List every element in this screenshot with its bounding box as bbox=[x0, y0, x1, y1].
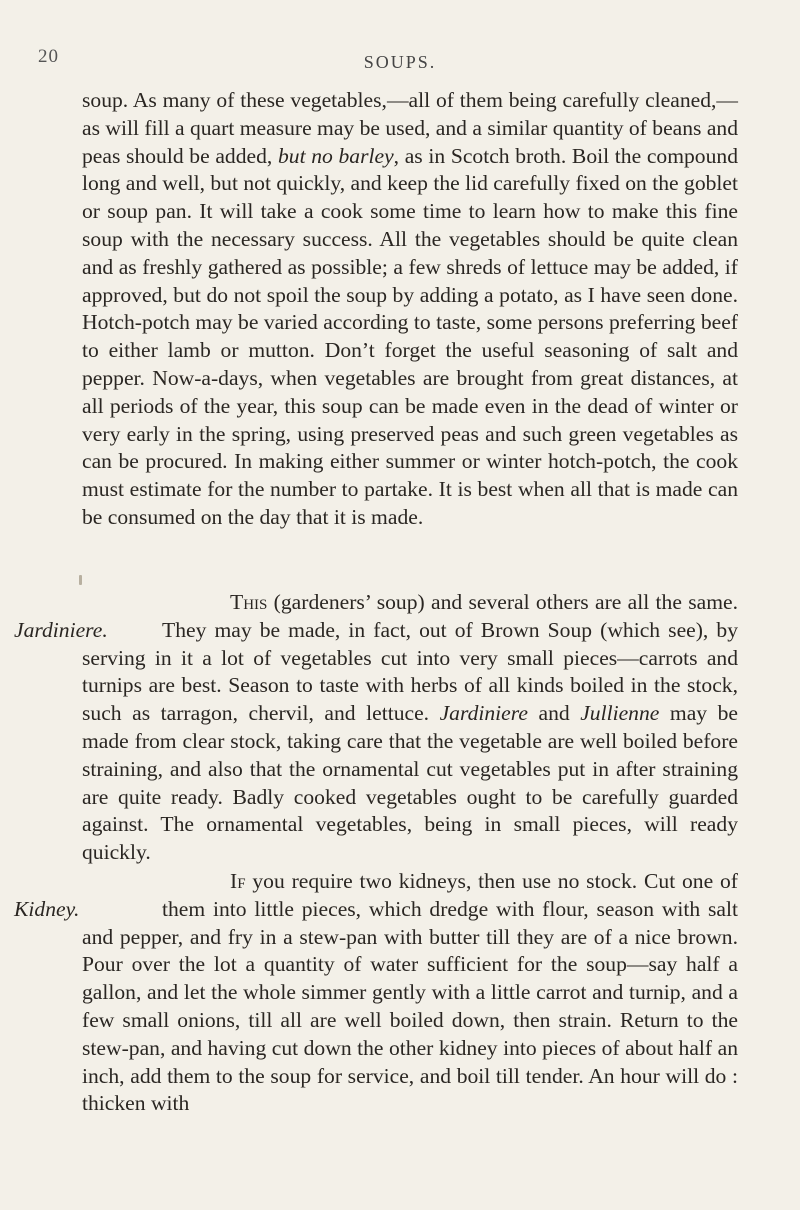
side-label-kidney: Kidney. bbox=[14, 896, 80, 921]
paragraph-jardiniere bbox=[14, 589, 738, 867]
p2-italic-1: Jardiniere bbox=[439, 701, 528, 726]
p2-text-b: and bbox=[527, 701, 581, 726]
p2-italic-2: Jullienne bbox=[580, 701, 660, 726]
p3-lead-word: If bbox=[230, 869, 246, 893]
paragraph-hotch-potch bbox=[82, 87, 738, 532]
p2-lead-word: This bbox=[230, 590, 268, 614]
paragraph-kidney bbox=[14, 868, 738, 1118]
p1-text-b: , as in Scotch broth. Boil the compound long and well, but not quickly, and keep the lid carefully fixed on the goblet or soup pan. It will take a cook some time to learn how to make this fine soup with the necessary success. All the vegetables should be quite clean and as freshly gathered as possible; a few shreds of lettuce may be added, if approved, but do not spoil the soup by adding a potato, as I have seen done. Hotch-potch may be varied according to taste, some persons preferring beef to either lamb or mutton. Don’t forget the useful seasoning of salt and pepper. Now-a-days, when vegetables are brought from great distances, at all periods of the year, this soup can be made even in the dead of winter or very early in the spring, using preserved peas and such green vegetables as can be procured. In making either summer or winter hotch-potch, the cook must estimate for the number to partake. It is best when all that is made can be consumed on the day that it is made. bbox=[82, 143, 738, 529]
side-label-jardiniere: Jardiniere. bbox=[14, 617, 108, 642]
print-mark bbox=[79, 575, 82, 585]
running-head: SOUPS. bbox=[363, 52, 437, 72]
p2-text-a: (gardeners’ soup) and several others are all the same. They may be made, in fact, out of Brown Soup (which see), by serving in it a lot of vegetables cut into very small pieces—carrots and turnips are best. Season to taste with herbs of all kinds boiled in the stock, such as tarragon, chervil, and lettuce. bbox=[82, 590, 738, 726]
p1-text-a: soup. As many of these vegetables,—all of them being carefully cleaned,—as will fill a quart measure may be used, and a similar quantity of beans and peas should be added, bbox=[82, 88, 739, 168]
page-number: 20 bbox=[38, 46, 59, 67]
p2-text-c: may be made from clear stock, taking care that the vegetable are well boiled before straining, and also that the ornamental cut vegetables put in after straining are quite ready. Badly cooked vegetables ought to be carefully guarded against. The ornamental vegetables, being in small pieces, will ready quickly. bbox=[82, 701, 738, 865]
p3-text-a: you require two kidneys, then use no stock. Cut one of them into little pieces, which dredge with flour, season with salt and pepper, and fry in a stew-pan with butter till they are of a nice brown. Pour over the lot a quantity of water sufficient for the soup—say half a gallon, and let the whole simmer gently with a little carrot and turnip, and a few small onions, till all are well boiled down, then strain. Return to the stew-pan, and having cut down the other kidney into pieces of about half an inch, add them to the soup for service, and boil till tender. An hour will do : thicken with bbox=[82, 869, 738, 1116]
p1-italic: but no barley bbox=[277, 143, 394, 168]
